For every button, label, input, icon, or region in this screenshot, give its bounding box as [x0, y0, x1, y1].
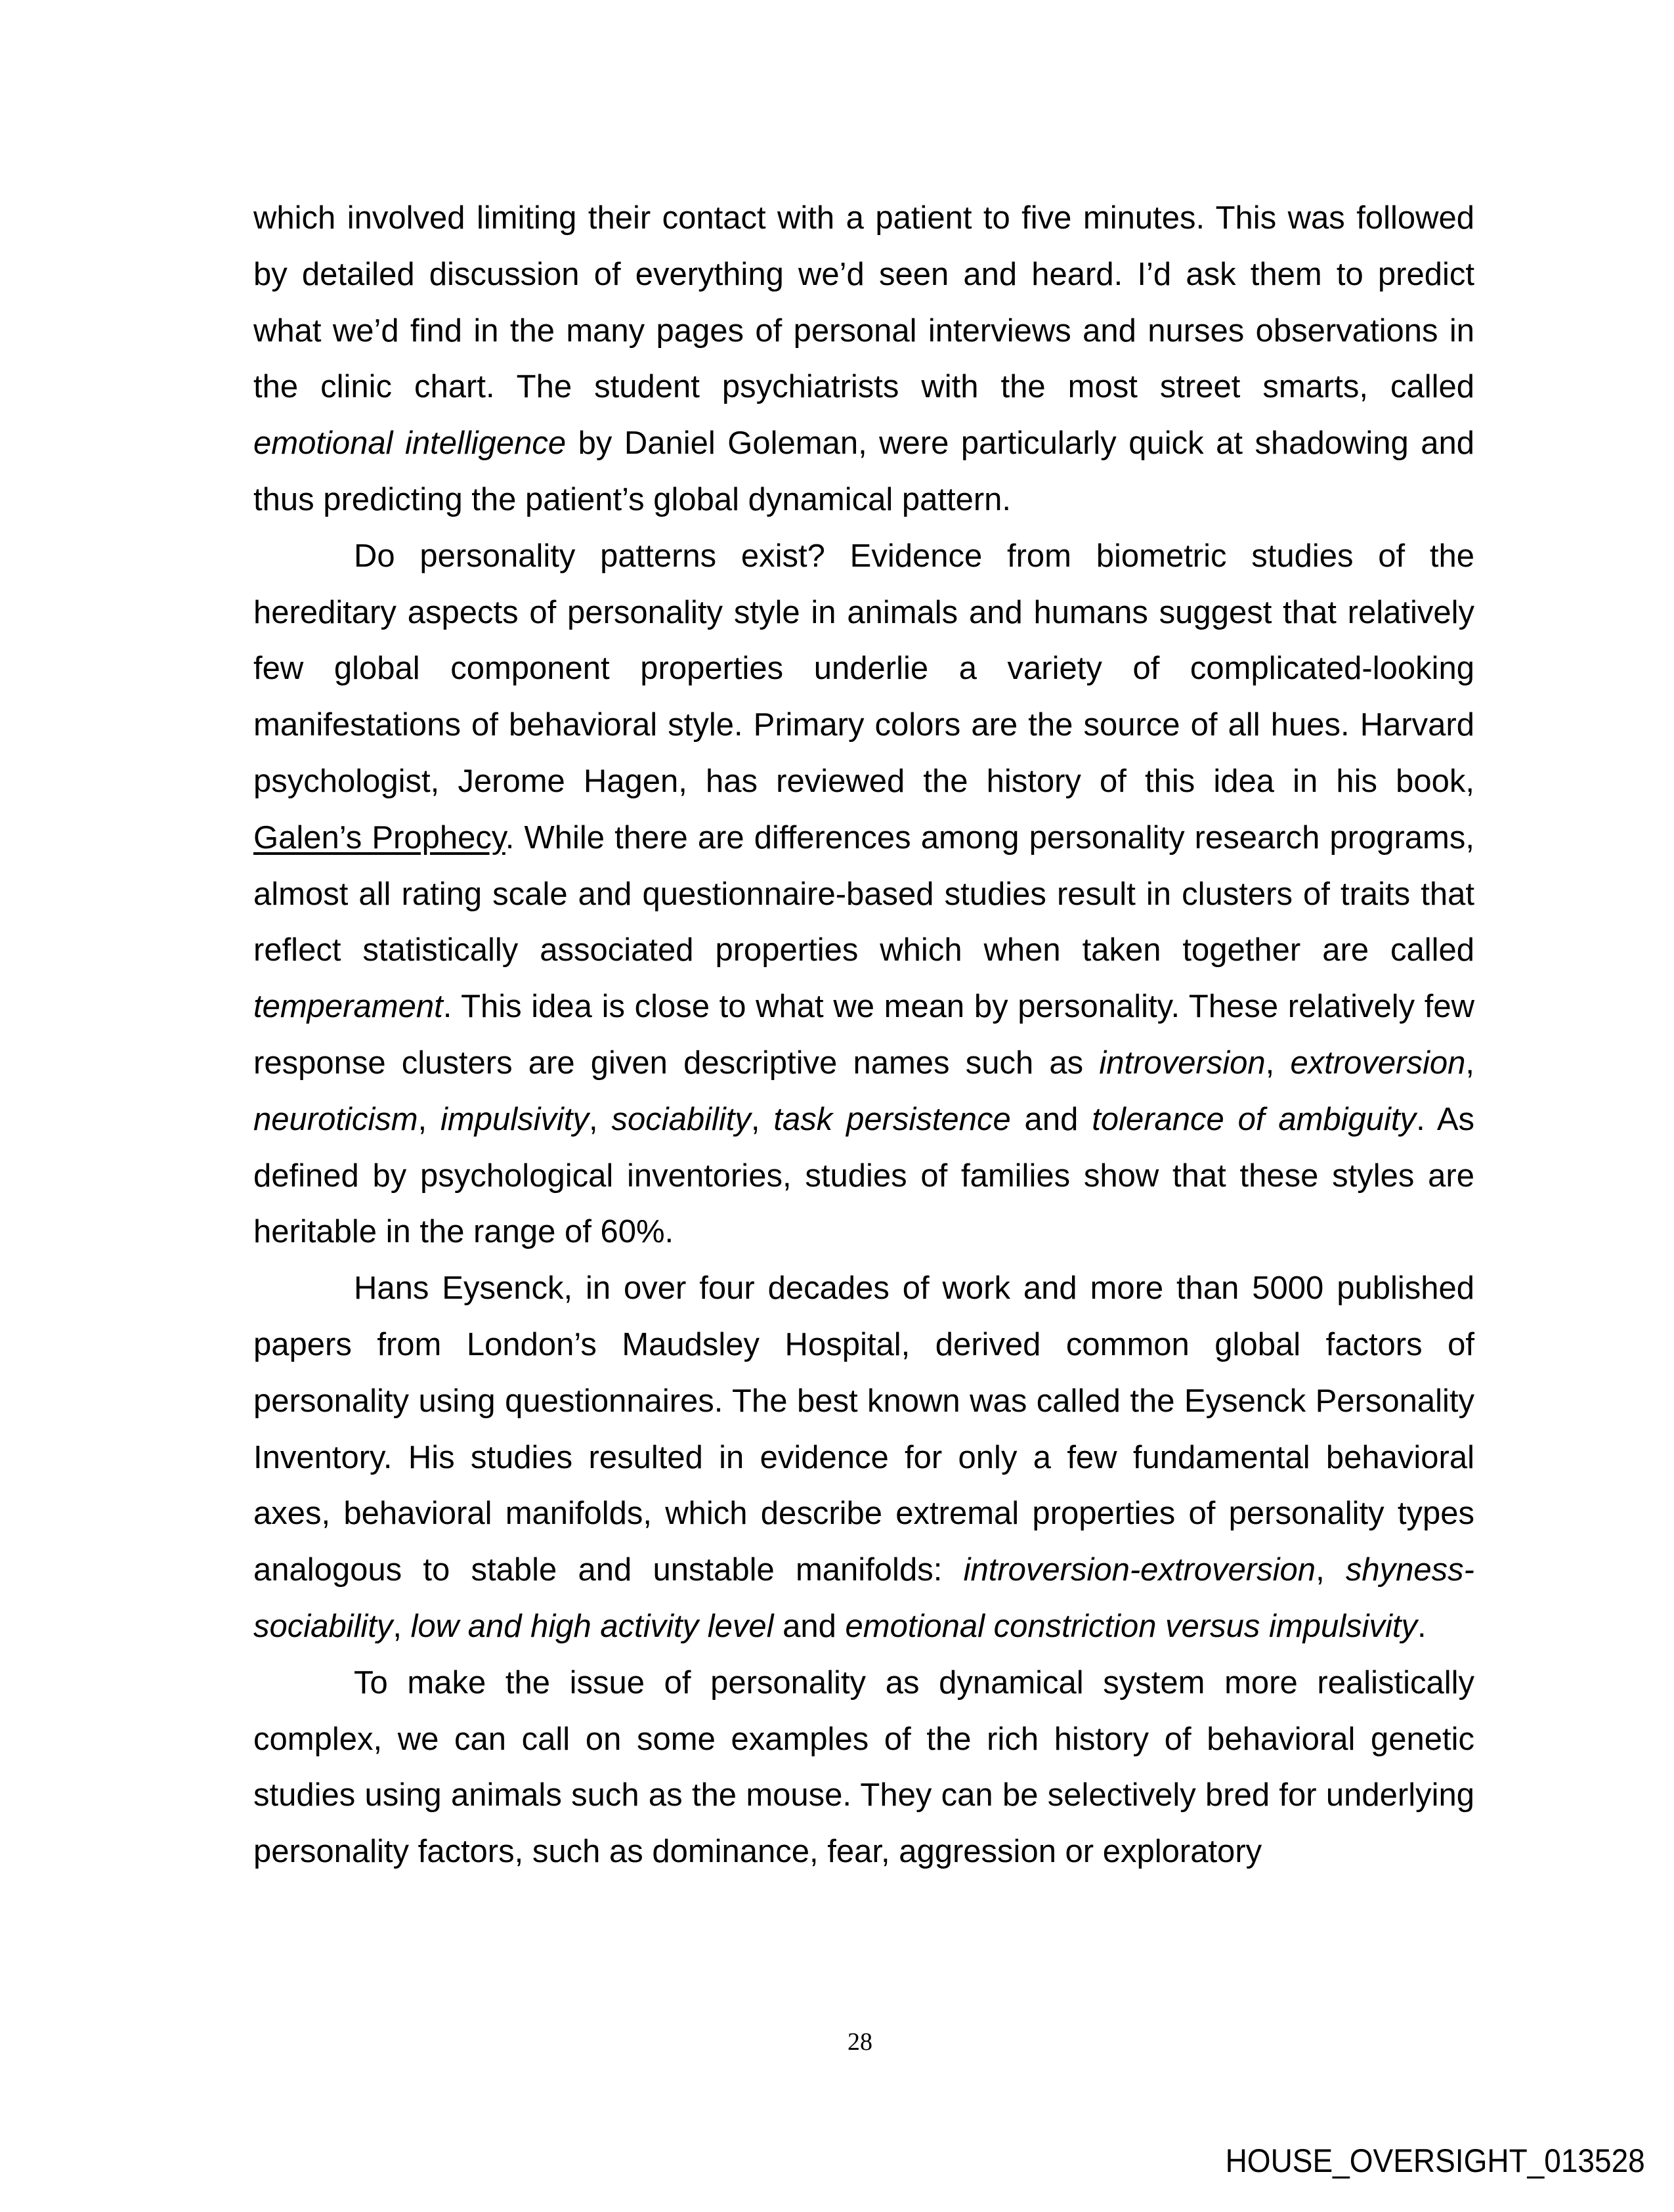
italic-term: sociability	[611, 1101, 751, 1137]
italic-term: introversion	[1099, 1045, 1266, 1081]
text-run: To make the issue of personality as dynamical system more realistically complex, we can call on some examples of the rich history of behavioral genetic studies using animals such as the mouse. They can be selectively bred for underlying personality factors, such as dominance, fear, aggression or exploratory	[253, 1664, 1474, 1870]
text-run: by Daniel Goleman, were particularly quick at shadowing and thus predicting the patient’s global dynamical pattern.	[253, 425, 1474, 517]
bates-id: HOUSE_OVERSIGHT_013528	[1225, 2142, 1645, 2179]
text-run: ,	[750, 1101, 774, 1137]
italic-term: neuroticism	[253, 1101, 418, 1137]
italic-term: emotional constriction versus impulsivity	[845, 1608, 1417, 1644]
text-run: Hans Eysenck, in over four decades of work and more than 5000 published papers from London’s Maudsley Hospital, derived common global factors of personality using questionnaires. The best known was called the Eysenck Personality Inventory. His studies resulted in evidence for only a few fundamental behavioral axes, behavioral manifolds, which describe extremal properties of personality types analogous to stable and unstable manifolds:	[253, 1270, 1474, 1588]
italic-term: extroversion	[1290, 1045, 1466, 1081]
text-run: and	[1010, 1101, 1092, 1137]
paragraph-2	[253, 529, 1474, 1261]
text-run: . This idea is close to what we mean by personality. These relatively few response clusters are given descriptive names such as	[253, 989, 1474, 1081]
document-body	[253, 190, 1474, 1880]
text-run: which involved limiting their contact with a patient to five minutes. This was followed by detailed discussion of everything we’d seen and heard. I’d ask them to predict what we’d find in the many pages of personal interviews and nurses observations in the clinic chart. The student psychiatrists with the most street smarts, called	[253, 200, 1474, 405]
text-run: ,	[418, 1101, 441, 1137]
italic-term: impulsivity	[440, 1101, 589, 1137]
italic-term: low and high activity level	[410, 1608, 774, 1644]
text-run: ,	[393, 1608, 411, 1644]
text-run: . While there are differences among personality research programs, almost all rating scale and questionnaire-based studies result in clusters of traits that reflect statistically associated properties which when taken together are called	[253, 819, 1474, 968]
italic-term: introversion-extroversion	[963, 1552, 1316, 1588]
italic-term: tolerance of ambiguity	[1092, 1101, 1417, 1137]
text-run: . As defined by psychological inventories, studies of families show that these styles are heritable in the range of 60%.	[253, 1101, 1475, 1250]
text-run: ,	[1316, 1552, 1346, 1588]
text-run: ,	[1465, 1045, 1474, 1081]
text-run: ,	[1265, 1045, 1291, 1081]
page-number: 28	[848, 2028, 872, 2056]
text-run: ,	[589, 1101, 612, 1137]
paragraph-4	[253, 1655, 1474, 1880]
italic-term: task persistence	[773, 1101, 1011, 1137]
text-run: and	[773, 1608, 846, 1644]
book-title: Galen’s Prophecy	[253, 819, 505, 856]
text-run: .	[1417, 1608, 1427, 1644]
text-run: Do personality patterns exist? Evidence from biometric studies of the hereditary aspects of personality style in animals and humans suggest that relatively few global component properties underlie a variety of complicated-looking manifestations of behavioral style. Primary colors are the source of all hues. Harvard psychologist, Jerome Hagen, has reviewed the history of this idea in his book,	[253, 538, 1474, 799]
italic-term: shyness-sociability	[253, 1552, 1474, 1644]
paragraph-1	[253, 190, 1474, 529]
italic-term: temperament	[253, 989, 443, 1025]
italic-term: emotional intelligence	[253, 425, 567, 462]
paragraph-3	[253, 1261, 1474, 1655]
